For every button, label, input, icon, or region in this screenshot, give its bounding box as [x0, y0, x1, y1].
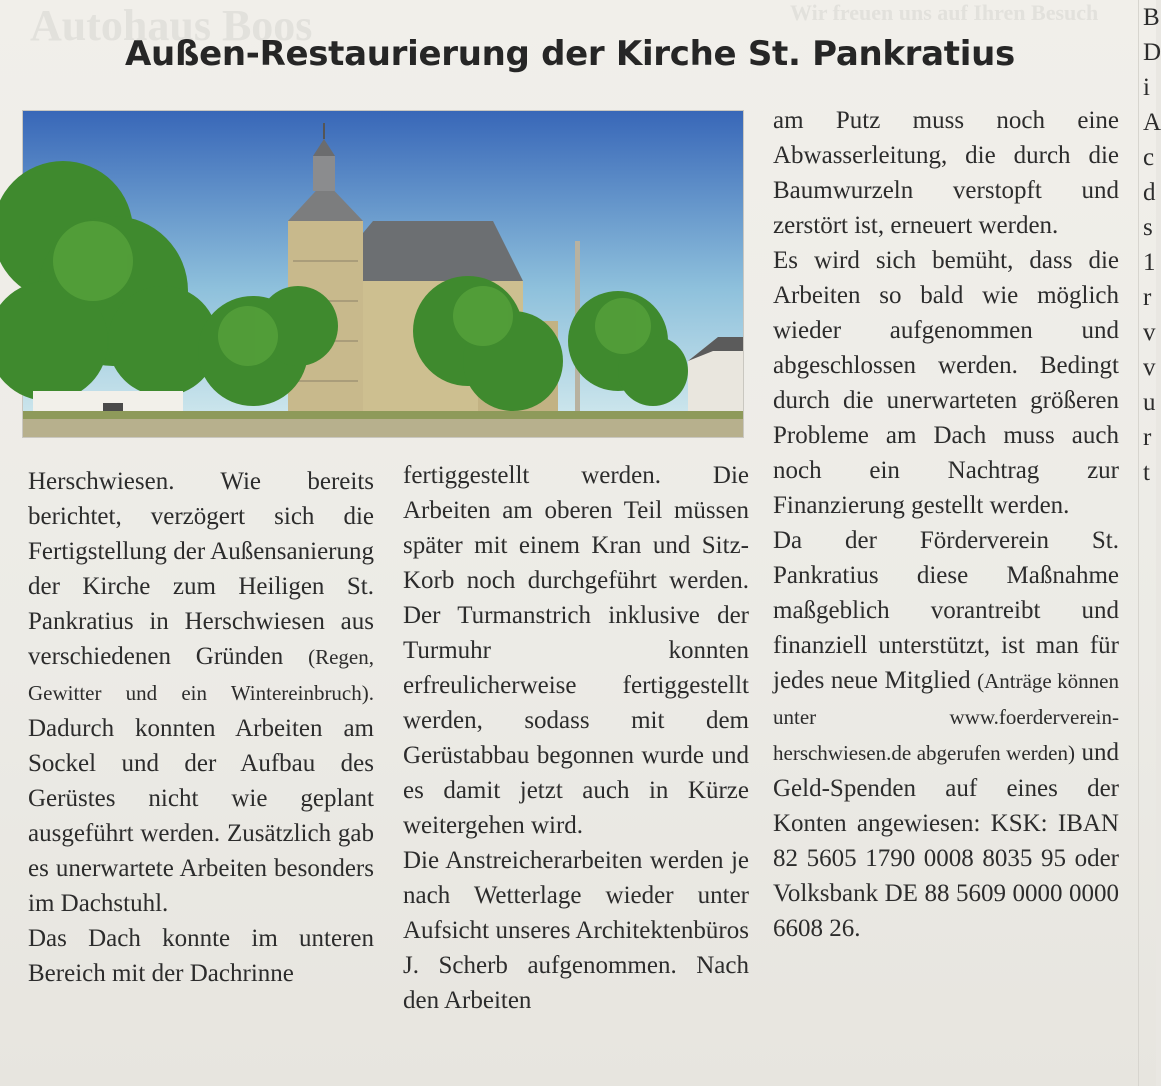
edge-letter: 1 [1143, 249, 1156, 276]
edge-letter: B [1143, 4, 1160, 31]
paragraph: Es wird sich bemüht, dass die Arbeiten so bald wie möglich wieder aufgenommen und abgeschlossen werden. Bedingt durch die unerwarteten größeren Probleme am Dach muss auch noch ein Nachtrag zur Finanzierung gestellt werden. [773, 247, 1119, 519]
paragraph-aside: (Anträge können unter www.foerderverein-herschwiesen.de abgerufen werden) [773, 669, 1119, 765]
paragraph [773, 523, 1119, 946]
column-divider [1138, 0, 1139, 1086]
edge-letter: s [1143, 214, 1153, 241]
church-photo [22, 110, 744, 438]
paragraph: Das Dach konnte im unteren Bereich mit der Dachrinne [28, 925, 374, 987]
paragraph [28, 464, 374, 921]
ghost-text-left: Autohaus Boos [30, 1, 313, 50]
edge-letter: r [1143, 424, 1152, 451]
edge-letter: v [1143, 354, 1156, 381]
edge-letter: i [1143, 74, 1150, 101]
article-column-1 [28, 464, 374, 991]
paragraph-text: Dadurch konnten Arbeiten am Sockel und der Aufbau des Gerüstes nicht wie geplant ausgeführt werden. Zusätzlich gab es unerwartete Arbeiten besonders im Dachstuhl. [28, 715, 374, 917]
edge-letter: A [1143, 109, 1161, 136]
paragraph: fertiggestellt werden. Die Arbeiten am oberen Teil müssen später mit einem Kran und Sitz-Korb noch durchgeführt werden. Der Turmanstrich inklusive der Turmuhr konnten erfreulicherweise fertiggestellt werden, sodass mit dem Gerüstabbau begonnen wurde und es damit jetzt auch in Kürze weitergehen wird. [403, 462, 749, 839]
church-photo-icon [23, 111, 743, 437]
edge-letter: u [1143, 389, 1156, 416]
edge-letter: r [1143, 284, 1152, 311]
edge-letter: d [1143, 179, 1156, 206]
paragraph: am Putz muss noch eine Abwasserleitung, die durch die Baumwurzeln verstopft und zerstört ist, erneuert werden. [773, 107, 1119, 239]
article-headline: Außen-Restaurierung der Kirche St. Pankratius [125, 34, 1015, 74]
article-column-3 [773, 103, 1119, 946]
edge-letter: t [1143, 459, 1150, 486]
paragraph-text: und Geld-Spenden auf eines der Konten angewiesen: KSK: IBAN 82 5605 1790 0008 8035 95 oder Volksbank DE 88 5609 0000 0000 6608 26. [773, 739, 1120, 942]
paragraph-text: Herschwiesen. Wie bereits berichtet, verzögert sich die Fertigstellung der Außensanierung der Kirche zum Heiligen St. Pankratius in Herschwiesen aus verschiedenen Gründen [28, 468, 374, 670]
edge-letter: c [1143, 144, 1155, 171]
paragraph-aside: (Regen, Gewitter und ein Wintereinbruch). [28, 645, 374, 705]
paragraph: Die Anstreicherarbeiten werden je nach Wetterlage wieder unter Aufsicht unseres Architektenbüros J. Scherb aufgenommen. Nach den Arbeiten [403, 847, 749, 1014]
edge-letter: D [1143, 39, 1161, 66]
paragraph-text: Da der Förderverein St. Pankratius diese Maßnahme maßgeblich vorantreibt und finanziell unterstützt, ist man für jedes neue Mitglied [773, 527, 1119, 694]
neighbour-column-cutoff [1143, 0, 1161, 1086]
article-column-2 [403, 458, 749, 1018]
ghost-text-right: Wir freuen uns auf Ihren Besuch [790, 0, 1099, 25]
edge-letter: v [1143, 319, 1156, 346]
